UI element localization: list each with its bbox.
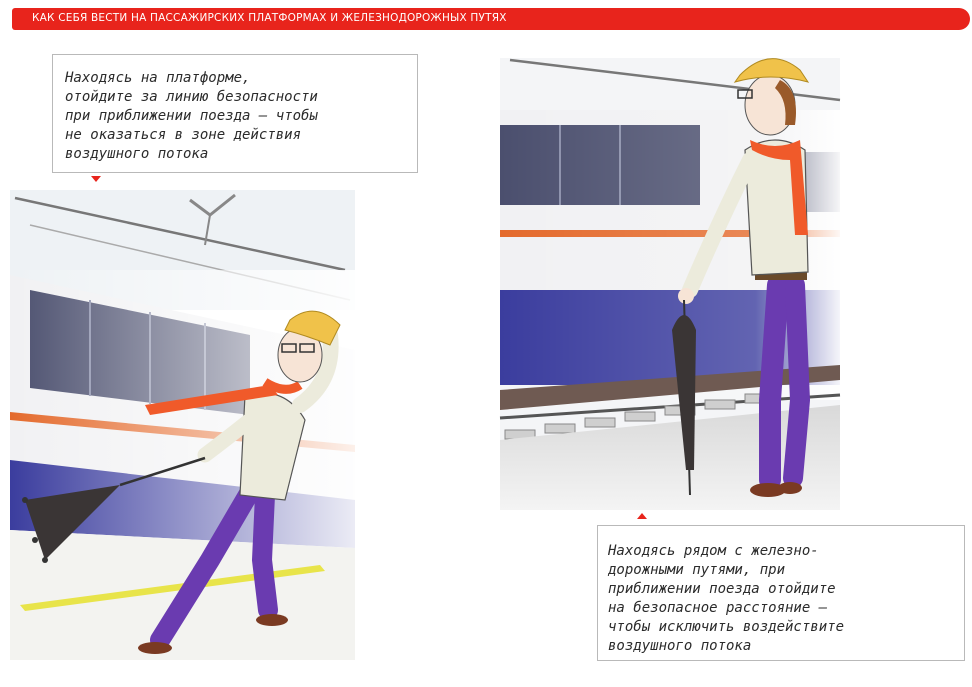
right-caption-line: Находясь рядом с железно-: [608, 543, 819, 559]
left-caption-line: воздушного потока: [65, 146, 209, 162]
section-header-title: КАК СЕБЯ ВЕСТИ НА ПАССАЖИРСКИХ ПЛАТФОРМАХ И ЖЕЛЕЗНОДОРОЖНЫХ ПУТЯХ: [32, 12, 507, 24]
right-scene: [500, 58, 840, 510]
right-caption-line: чтобы исключить воздействите: [608, 619, 845, 635]
left-caption-line: Находясь на платформе,: [65, 70, 251, 86]
right-caption-line: воздушного потока: [608, 638, 752, 654]
left-caption-box: [52, 54, 418, 173]
left-caption-line: не оказаться в зоне действия: [65, 127, 302, 143]
left-caption-line: при приближении поезда – чтобы: [65, 108, 318, 124]
left-caption-pointer-icon: [91, 176, 101, 182]
left-scene: [10, 190, 355, 660]
right-caption-box: [597, 525, 965, 661]
right-caption-line: приближении поезда отойдите: [608, 581, 836, 597]
right-caption-line: на безопасное расстояние –: [608, 600, 828, 616]
right-caption-line: дорожными путями, при: [608, 562, 786, 578]
left-caption-line: отойдите за линию безопасности: [65, 89, 318, 105]
right-caption-pointer-icon: [637, 513, 647, 519]
